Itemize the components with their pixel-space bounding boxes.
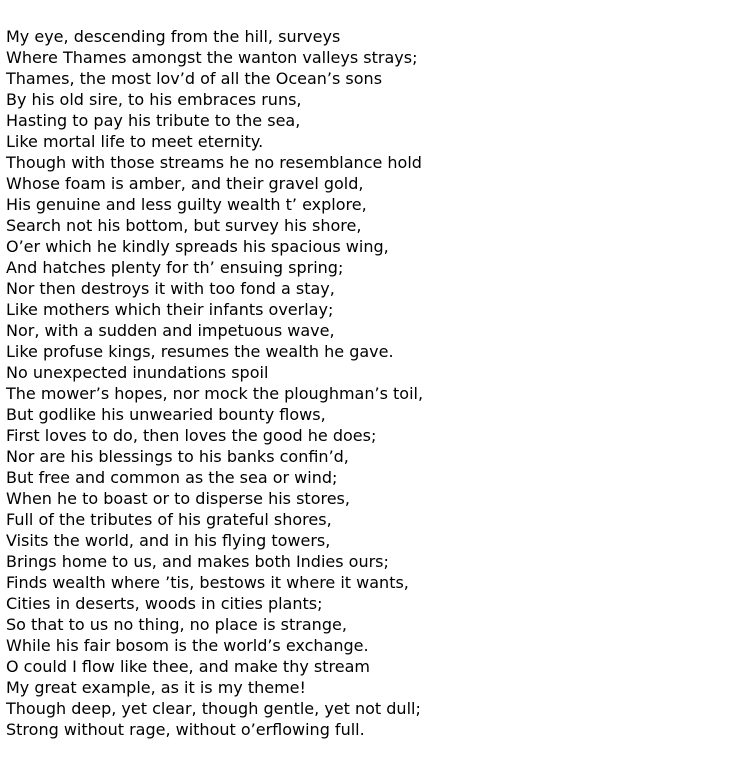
poem-line: Thames, the most lov’d of all the Ocean’s sons [6,69,383,88]
poem-line: Strong without rage, without o’erflowing full. [6,720,365,739]
poem-text [6,26,423,740]
poem-line: O’er which he kindly spreads his spacious wing, [6,237,389,256]
poem-line: His genuine and less guilty wealth t’ explore, [6,195,367,214]
poem-line: By his old sire, to his embraces runs, [6,90,302,109]
poem-line: The mower’s hopes, nor mock the ploughman’s toil, [6,384,424,403]
poem-line: Brings home to us, and makes both Indies ours; [6,552,389,571]
poem-line: So that to us no thing, no place is strange, [6,615,347,634]
poem-line: Like mortal life to meet eternity. [6,132,264,151]
poem-line: Search not his bottom, but survey his shore, [6,216,362,235]
poem-line: But free and common as the sea or wind; [6,468,338,487]
poem-line: But godlike his unwearied bounty flows, [6,405,326,424]
poem-line: My eye, descending from the hill, surveys [6,27,341,46]
poem-line: First loves to do, then loves the good he does; [6,426,377,445]
poem-line: Finds wealth where ’tis, bestows it where it wants, [6,573,409,592]
poem-line: Hasting to pay his tribute to the sea, [6,111,301,130]
poem-line: Full of the tributes of his grateful shores, [6,510,332,529]
poem-line: And hatches plenty for th’ ensuing spring; [6,258,344,277]
poem-line: Nor are his blessings to his banks confin’d, [6,447,349,466]
poem-line: Like mothers which their infants overlay; [6,300,334,319]
poem-line: Whose foam is amber, and their gravel gold, [6,174,364,193]
poem-line: O could I flow like thee, and make thy stream [6,657,370,676]
poem-line: Where Thames amongst the wanton valleys strays; [6,48,418,67]
poem-line: While his fair bosom is the world’s exchange. [6,636,369,655]
poem-line: Nor, with a sudden and impetuous wave, [6,321,335,340]
poem-line: Cities in deserts, woods in cities plants; [6,594,323,613]
poem-line: Though with those streams he no resemblance hold [6,153,422,172]
poem-line: No unexpected inundations spoil [6,363,269,382]
poem-line: When he to boast or to disperse his stores, [6,489,350,508]
poem-line: Like profuse kings, resumes the wealth he gave. [6,342,394,361]
poem-line: My great example, as it is my theme! [6,678,306,697]
poem-line: Though deep, yet clear, though gentle, yet not dull; [6,699,421,718]
poem-line: Nor then destroys it with too fond a stay, [6,279,335,298]
poem-line: Visits the world, and in his flying towers, [6,531,331,550]
